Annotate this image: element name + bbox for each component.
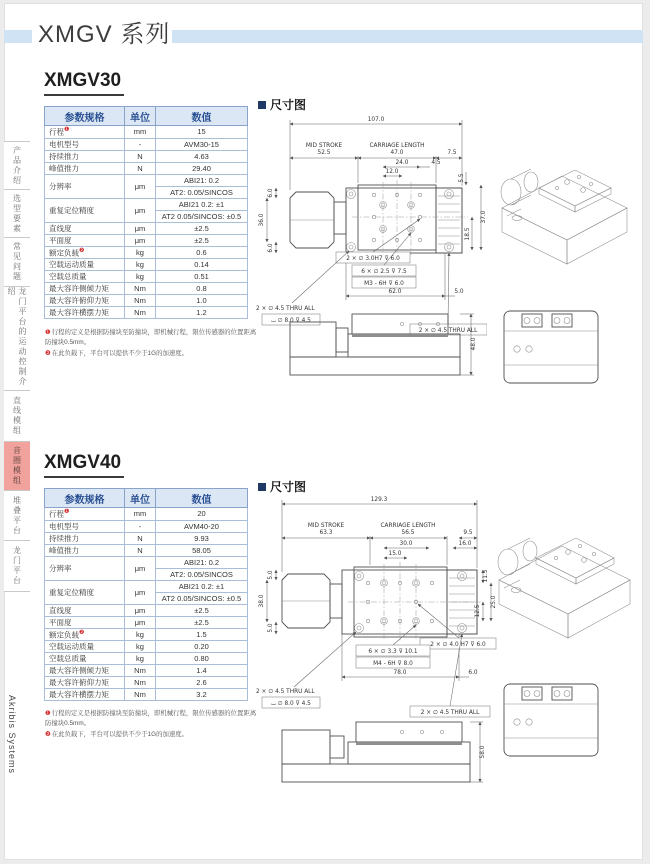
unit-cell: kg [125,653,156,665]
sidebar-item-label: 龙门平台 [12,546,22,586]
value-cell: AT2: 0.05/SINCOS [156,186,248,198]
end-view-xmgv30 [496,297,606,389]
note-line [45,709,257,730]
table-row [45,138,248,150]
param-label: 分辨率 [45,556,125,580]
note-text: 在此负载下，平台可以提供不少于1G的加速度。 [51,349,189,357]
dimension-title-label: 尺寸图 [270,98,307,112]
callout-tap2: M3 - 6H ⊽ 6.0 [364,281,404,287]
isometric-sketch [501,169,627,264]
note-text: 在此负载下，平台可以提供不少于1G的加速度。 [51,730,189,738]
sidebar-item-label: 选型要素 [12,193,22,234]
param-label: 平面度 [45,234,125,246]
table-row [45,174,248,186]
value-cell: 29.40 [156,162,248,174]
unit-cell: - [125,520,156,532]
unit-cell: μm [125,580,156,604]
param-label: 直线度 [45,222,125,234]
table-row [45,271,248,283]
dim-11-5: 11.5 [483,569,489,583]
footnote-mark: ❷ [45,349,51,357]
unit-cell: kg [125,628,156,641]
dim-mid-stroke-label: MID STROKE [305,143,343,149]
unit-cell: μm [125,174,156,198]
param-label: 行程 [49,509,64,519]
note-line [45,349,257,359]
sidebar-item-label: 常见问题 [12,242,22,282]
dim-base: 62.0 [388,289,402,295]
top-view [282,562,483,642]
param-label: 重复定位精度 [45,580,125,604]
param-label: 空载总质量 [45,271,125,283]
col-unit: 单位 [125,107,156,126]
param-label: 持续推力 [45,532,125,544]
param-label: 重复定位精度 [45,198,125,222]
dim-overall: 129.3 [370,497,388,503]
footnote-mark: ❶ [64,509,70,515]
dim-12: 12.0 [385,169,399,175]
unit-cell: kg [125,259,156,271]
table-row [45,259,248,271]
dim-top: 6.0 [268,188,274,198]
dim-carriage-len: 47.0 [390,150,404,156]
param-label: 空载总质量 [45,653,125,665]
value-cell: 4.63 [156,150,248,162]
spec-table-xmgv40 [44,488,248,701]
unit-cell: mm [125,126,156,139]
dim-25: 25.0 [491,595,497,609]
unit-cell: Nm [125,665,156,677]
dim-base: 78.0 [393,670,407,676]
dim-15: 15.0 [388,551,402,557]
table-row [45,508,248,521]
col-value: 数值 [156,107,248,126]
unit-cell: Nm [125,295,156,307]
callout-mount-right: 2 × ∅ 4.5 THRU ALL [418,328,478,334]
footnote-mark: ❶ [64,127,70,133]
value-cell: 58.05 [156,544,248,556]
table-row [45,628,248,641]
value-cell: 1.4 [156,665,248,677]
dim-16: 16.0 [458,541,472,547]
param-label: 最大容许俯仰力矩 [45,677,125,689]
end-view-sketch [504,311,598,383]
param-label: 最大容许俯仰力矩 [45,295,125,307]
dim-mid: 36.0 [259,213,265,227]
value-cell: 0.8 [156,283,248,295]
table-row [45,162,248,174]
table-row [45,520,248,532]
dimension-drawing-xmgv30 [252,110,487,380]
unit-cell: kg [125,641,156,653]
sidebar-item-label: 产品介绍 [12,145,22,186]
isometric-view-xmgv40 [484,514,639,644]
dim-base-r: 5.0 [454,289,464,295]
hole-callouts [256,219,487,335]
dim-mid: 38.0 [259,594,265,608]
param-label: 分辨率 [45,174,125,198]
isometric-sketch [498,538,630,638]
dim-side-height: 58.0 [480,745,486,759]
spec-table-xmgv30 [44,106,248,319]
value-cell: AT2 0.05/SINCOS: ±0.5 [156,592,248,604]
dim-9-5: 9.5 [463,530,473,536]
unit-cell: Nm [125,689,156,701]
table-row [45,556,248,568]
callout-tap1: 6 × ∅ 2.5 ⊽ 7.5 [361,269,407,275]
sidebar-item-label: 龙门平台的运动控制介绍 [7,287,27,387]
dim-mid-stroke: 63.3 [319,530,333,536]
notes-xmgv40 [45,709,257,740]
unit-cell: μm [125,198,156,222]
footnote-mark: ❷ [45,730,51,738]
brand-vertical-label: Akribis Systems [7,695,17,775]
dim-7-5: 7.5 [447,150,457,156]
sidebar-item-faq[interactable] [4,237,30,286]
unit-cell: N [125,150,156,162]
footnote-mark: ❶ [45,329,51,336]
dim-37: 37.0 [481,210,487,224]
unit-cell: Nm [125,677,156,689]
dim-12-5: 12.5 [475,604,481,618]
value-cell: ±2.5 [156,234,248,246]
dim-5-5: 5.5 [459,173,465,183]
unit-cell: μm [125,616,156,628]
table-row [45,307,248,319]
param-label: 峰值推力 [45,544,125,556]
unit-cell: N [125,544,156,556]
section-title-xmgv40: XMGV40 [44,452,124,478]
dim-overall: 107.0 [367,117,385,123]
dim-18-5: 18.5 [465,227,471,241]
unit-cell: Nm [125,283,156,295]
param-label: 电机型号 [45,520,125,532]
sidebar-item-label: 音圈模组 [12,446,22,486]
param-label: 最大容许侧倾力矩 [45,283,125,295]
value-cell: 20 [156,508,248,521]
callout-tap1: 6 × ∅ 3.3 ⊽ 10.1 [368,649,418,655]
sidebar-item-label: 堆叠平台 [12,495,22,536]
note-line [45,730,257,740]
sidebar-item-voice-coil-module[interactable] [4,441,30,490]
value-cell: 0.51 [156,271,248,283]
col-param: 参数规格 [45,107,125,126]
table-row [45,544,248,556]
value-cell: ±2.5 [156,604,248,616]
dim-carriage-len: 56.5 [401,530,415,536]
unit-cell: N [125,162,156,174]
param-label: 空载运动质量 [45,259,125,271]
end-view-sketch [504,684,598,756]
table-row [45,689,248,701]
table-row [45,295,248,307]
table-row [45,641,248,653]
param-label: 峰值推力 [45,162,125,174]
unit-cell: μm [125,556,156,580]
sidebar-item-product-intro[interactable] [4,141,30,189]
header-accent-bar-right [172,30,643,43]
table-row [45,234,248,246]
value-cell: AT2: 0.05/SINCOS [156,568,248,580]
value-cell: 3.2 [156,689,248,701]
dim-carriage-label: CARRIAGE LENGTH [380,523,436,529]
param-label: 额定负载 [49,248,79,257]
dim-24: 24.0 [395,160,409,166]
callout-dowel: 2 × ∅ 4.0 H7 ⊽ 6.0 [430,642,486,648]
note-line [45,328,257,349]
table-row [45,126,248,139]
page-title: XMGV 系列 [38,21,171,48]
side-view [282,722,486,782]
param-label: 额定负载 [49,630,79,639]
value-cell: 1.2 [156,307,248,319]
dimension-title-label: 尺寸图 [270,480,307,494]
param-label: 电机型号 [45,138,125,150]
value-cell: ±2.5 [156,222,248,234]
callout-mount-left2: ⌴ ∅ 8.0 ⊽ 4.5 [271,701,311,707]
callout-mount-left1: 2 × ∅ 4.5 THRU ALL [256,306,315,312]
table-header-row [45,489,248,508]
param-label: 平面度 [45,616,125,628]
callout-mount-left1: 2 × ∅ 4.5 THRU ALL [256,689,315,695]
callout-tap2: M4 - 6H ⊽ 8.0 [373,661,413,667]
callout-mount-left2: ⌴ ∅ 8.0 ⊽ 4.5 [271,318,311,324]
col-value: 数值 [156,489,248,508]
dim-carriage-label: CARRIAGE LENGTH [369,143,425,149]
value-cell: 0.14 [156,259,248,271]
dim-side-height: 48.0 [471,337,477,351]
table-row [45,653,248,665]
unit-cell: μm [125,234,156,246]
dim-base-r: 6.0 [468,670,478,676]
table-row [45,532,248,544]
section-title-xmgv30: XMGV30 [44,70,124,96]
table-row [45,677,248,689]
value-cell: 0.80 [156,653,248,665]
dimension-drawing-xmgv40 [252,490,497,786]
table-row [45,283,248,295]
unit-cell: N [125,532,156,544]
footnote-mark: ❶ [45,710,51,717]
table-header-row [45,107,248,126]
sidebar-item-gantry-motion-control[interactable] [4,286,30,390]
sidebar-item-linear-module[interactable] [4,390,30,441]
end-view-xmgv40 [496,670,606,762]
table-row [45,222,248,234]
dim-mid-stroke-label: MID STROKE [307,523,345,529]
unit-cell: μm [125,604,156,616]
value-cell: 15 [156,126,248,139]
dim-bot: 6.0 [268,243,274,253]
dim-top: 5.0 [268,570,274,580]
value-cell: ABI21 0.2: ±1 [156,580,248,592]
sidebar-item-label: 直线模组 [12,396,22,436]
footnote-mark: ❷ [79,247,85,254]
unit-cell: kg [125,271,156,283]
isometric-view-xmgv30 [487,146,637,271]
value-cell: 0.6 [156,246,248,259]
value-cell: AVM40-20 [156,520,248,532]
param-label: 最大容许横摆力矩 [45,307,125,319]
dim-mid-stroke: 52.5 [317,150,331,156]
sidebar-item-stacked-stage[interactable] [4,490,30,540]
sidebar-item-gantry-stage[interactable] [4,540,30,592]
hole-callouts [256,604,496,717]
dim-bot: 5.0 [268,623,274,633]
table-row [45,665,248,677]
value-cell: 2.6 [156,677,248,689]
unit-cell: Nm [125,307,156,319]
value-cell: ABI21 0.2: ±1 [156,198,248,210]
top-view [290,180,468,257]
callout-mount-right: 2 × ∅ 4.5 THRU ALL [420,710,480,716]
table-row [45,150,248,162]
value-cell: ABI21: 0.2 [156,174,248,186]
header-accent-bar-left [4,30,32,43]
param-label: 最大容许侧倾力矩 [45,665,125,677]
value-cell: ABI21: 0.2 [156,556,248,568]
value-cell: 1.0 [156,295,248,307]
table-row [45,198,248,210]
unit-cell: - [125,138,156,150]
table-row [45,580,248,592]
callout-dowel: 2 × ∅ 3.0H7 ⊽ 6.0 [346,256,400,262]
unit-cell: mm [125,508,156,521]
notes-xmgv30 [45,328,257,359]
note-text: 行程的定义是根据防撞块至防撞块，即机械行程，限位传感器的位置距离防撞块0.5mm。 [45,710,257,728]
dim-4-5: 4.5 [431,160,441,166]
param-label: 直线度 [45,604,125,616]
note-text: 行程的定义是根据防撞块至防撞块，即机械行程，限位传感器的位置距离防撞块0.5mm。 [45,329,257,347]
col-param: 参数规格 [45,489,125,508]
value-cell: AVM30-15 [156,138,248,150]
dim-30: 30.0 [399,541,413,547]
bullet-square-icon [258,101,266,109]
value-cell: 9.93 [156,532,248,544]
param-label: 行程 [49,127,64,137]
param-label: 空载运动质量 [45,641,125,653]
value-cell: 0.20 [156,641,248,653]
table-row [45,616,248,628]
param-label: 持续推力 [45,150,125,162]
value-cell: ±2.5 [156,616,248,628]
table-row [45,604,248,616]
value-cell: AT2 0.05/SINCOS: ±0.5 [156,210,248,222]
table-row [45,246,248,259]
unit-cell: kg [125,246,156,259]
value-cell: 1.5 [156,628,248,641]
unit-cell: μm [125,222,156,234]
footnote-mark: ❷ [79,629,85,636]
col-unit: 单位 [125,489,156,508]
param-label: 最大容许横摆力矩 [45,689,125,701]
sidebar-item-selection[interactable] [4,189,30,237]
